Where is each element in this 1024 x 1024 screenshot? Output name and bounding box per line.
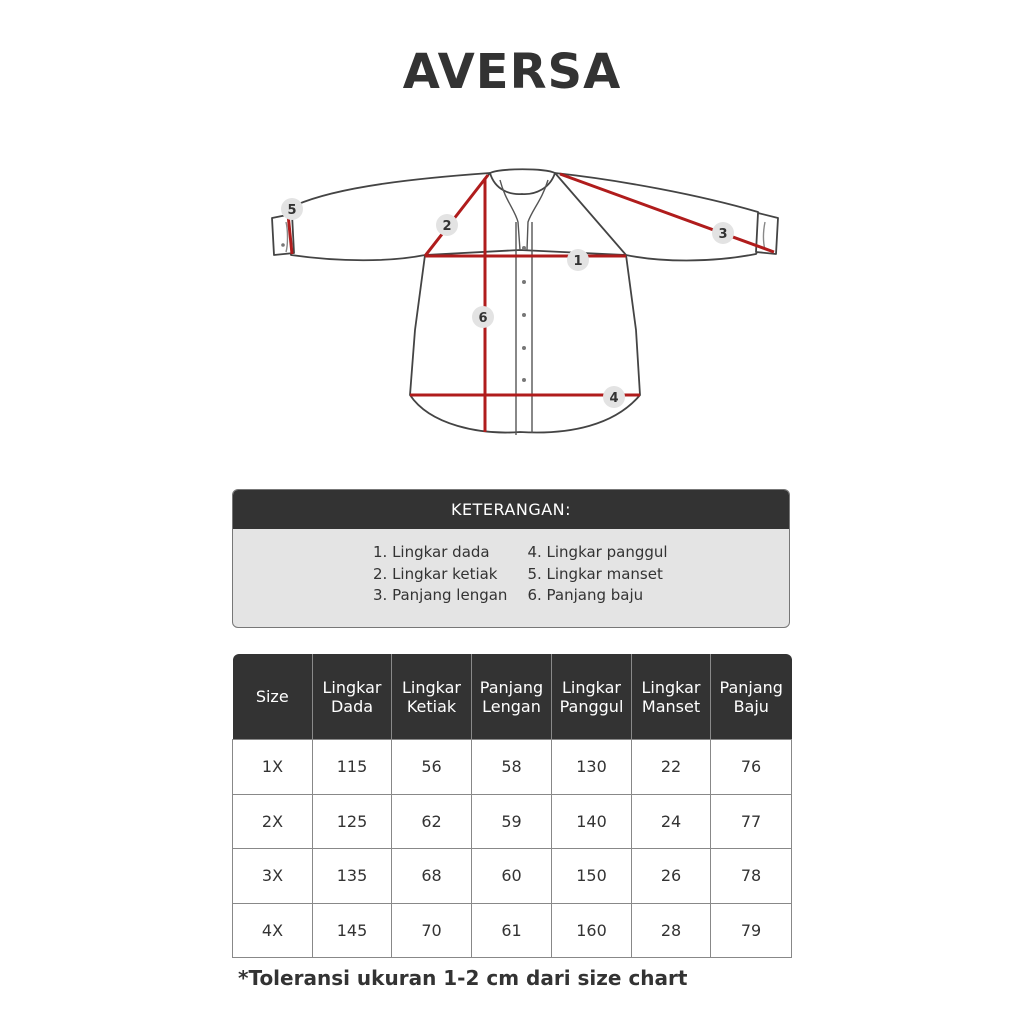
marker-2 bbox=[436, 214, 458, 236]
table-cell: 3X bbox=[233, 849, 313, 904]
marker-4 bbox=[603, 386, 625, 408]
table-cell: 26 bbox=[632, 849, 711, 904]
marker-3 bbox=[712, 222, 734, 244]
header-lingkar-manset: Lingkar Manset bbox=[632, 654, 711, 740]
legend-item: 3. Panjang lengan bbox=[373, 586, 508, 604]
table-cell: 160 bbox=[552, 903, 632, 958]
table-cell: 140 bbox=[552, 794, 632, 849]
header-lingkar-panggul: Lingkar Panggul bbox=[552, 654, 632, 740]
legend-item: 4. Lingkar panggul bbox=[527, 543, 668, 561]
table-row bbox=[233, 794, 792, 849]
table-header-row bbox=[233, 654, 792, 740]
legend-item: 1. Lingkar dada bbox=[373, 543, 490, 561]
table-cell: 61 bbox=[472, 903, 552, 958]
legend-box bbox=[232, 489, 790, 628]
tolerance-note: *Toleransi ukuran 1-2 cm dari size chart bbox=[238, 966, 688, 990]
left-sleeve bbox=[290, 173, 490, 260]
marker-6 bbox=[472, 306, 494, 328]
table-cell: 4X bbox=[233, 903, 313, 958]
table-cell: 60 bbox=[472, 849, 552, 904]
size-chart-table bbox=[232, 654, 792, 958]
table-cell: 79 bbox=[711, 903, 792, 958]
svg-text:5: 5 bbox=[287, 203, 297, 218]
table-cell: 135 bbox=[313, 849, 392, 904]
table-row bbox=[233, 849, 792, 904]
table-cell: 24 bbox=[632, 794, 711, 849]
table-cell: 150 bbox=[552, 849, 632, 904]
table-row bbox=[233, 740, 792, 795]
table-cell: 76 bbox=[711, 740, 792, 795]
legend-item: 5. Lingkar manset bbox=[527, 564, 663, 583]
table-cell: 2X bbox=[233, 794, 313, 849]
table-cell: 78 bbox=[711, 849, 792, 904]
table-cell: 125 bbox=[313, 794, 392, 849]
svg-text:1: 1 bbox=[573, 254, 583, 269]
svg-text:4: 4 bbox=[609, 391, 619, 406]
table-row bbox=[233, 903, 792, 958]
svg-text:3: 3 bbox=[718, 227, 728, 242]
legend-item: 2. Lingkar ketiak bbox=[373, 564, 498, 583]
legend-right-column bbox=[527, 542, 667, 607]
svg-text:6: 6 bbox=[478, 311, 488, 326]
legend-left-column bbox=[373, 542, 507, 607]
svg-text:2: 2 bbox=[442, 219, 452, 234]
legend-item: 6. Panjang baju bbox=[527, 586, 644, 604]
table-cell: 1X bbox=[233, 740, 313, 795]
header-lingkar-ketiak: Lingkar Ketiak bbox=[392, 654, 472, 740]
table-cell: 70 bbox=[392, 903, 472, 958]
table-cell: 130 bbox=[552, 740, 632, 795]
table-cell: 59 bbox=[472, 794, 552, 849]
header-panjang-baju: Panjang Baju bbox=[711, 654, 792, 740]
right-sleeve bbox=[555, 173, 762, 261]
brand-title: AVERSA bbox=[402, 44, 622, 100]
table-cell: 77 bbox=[711, 794, 792, 849]
marker-1 bbox=[567, 249, 589, 271]
table-cell: 58 bbox=[472, 740, 552, 795]
marker-5 bbox=[281, 198, 303, 220]
header-size: Size bbox=[233, 654, 313, 740]
header-lingkar-dada: Lingkar Dada bbox=[313, 654, 392, 740]
table-cell: 56 bbox=[392, 740, 472, 795]
table-cell: 115 bbox=[313, 740, 392, 795]
shirt-body bbox=[410, 250, 640, 433]
legend-title: KETERANGAN: bbox=[233, 490, 789, 529]
table-cell: 28 bbox=[632, 903, 711, 958]
table-cell: 68 bbox=[392, 849, 472, 904]
table-cell: 145 bbox=[313, 903, 392, 958]
table-cell: 22 bbox=[632, 740, 711, 795]
table-cell: 62 bbox=[392, 794, 472, 849]
header-panjang-lengan: Panjang Lengan bbox=[472, 654, 552, 740]
shirt-measurement-diagram bbox=[262, 160, 792, 445]
